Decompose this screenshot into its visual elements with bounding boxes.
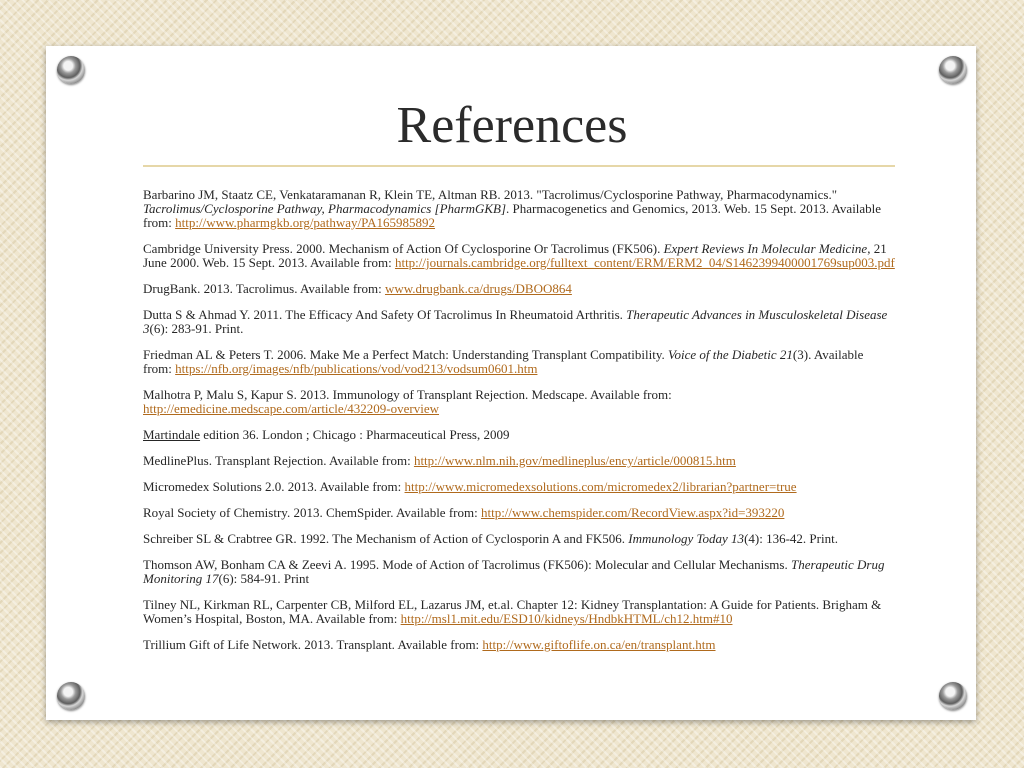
reference-text: Thomson AW, Bonham CA & Zeevi A. 1995. Mode of Action of Tacrolimus (FK506): Molecular and Cellular Mechanisms. [143,557,791,572]
reference-link[interactable]: www.drugbank.ca/drugs/DBOO864 [384,281,572,296]
reference-text: Barbarino JM, Staatz CE, Venkataramanan R, Klein TE, Altman RB. 2013. "Tacrolimus/Cyclosporine Pathway, Pharmacodynamics." [143,187,838,202]
reference-title: Tacrolimus/Cyclosporine Pathway, Pharmacodynamics [PharmGKB] [143,201,507,216]
reference-link[interactable]: http://www.micromedexsolutions.com/micromedex2/librarian?partner=true [404,479,797,494]
reference-title: Therapeutic Drug Monitoring 17 [143,557,885,586]
reference-link[interactable]: http://www.nlm.nih.gov/medlineplus/ency/article/000815.htm [413,453,736,468]
reference-item [143,242,895,270]
reference-list [143,188,895,664]
reference-item [143,558,895,586]
reference-text: (4): 136-42. Print. [744,531,838,546]
reference-title: Immunology Today 13 [628,531,745,546]
screw-icon [57,56,85,84]
reference-text: . Pharmacogenetics and Genomics, 2013. Web. 15 Sept. 2013. Available from: [143,201,882,230]
reference-item [143,428,895,442]
reference-link[interactable]: http://emedicine.medscape.com/article/432209-overview [143,401,440,416]
reference-text: edition 36. London ; Chicago : Pharmaceutical Press, 2009 [200,427,510,442]
reference-text: (6): 584-91. Print [218,571,310,586]
reference-title: Expert Reviews In Molecular Medicine [663,241,868,256]
reference-link[interactable]: http://www.pharmgkb.org/pathway/PA165985892 [175,215,436,230]
reference-item [143,348,895,376]
reference-text: DrugBank. 2013. Tacrolimus. Available from: [143,281,385,296]
reference-link[interactable]: http://journals.cambridge.org/fulltext_content/ERM/ERM2_04/S1462399400001769sup003.pdf [394,255,895,270]
reference-item [143,188,895,230]
reference-item [143,506,895,520]
reference-title: Voice of the Diabetic 21 [667,347,793,362]
reference-text: Dutta S & Ahmad Y. 2011. The Efficacy And Safety Of Tacrolimus In Rheumatoid Arthritis. [143,307,627,322]
reference-item [143,282,895,296]
reference-item [143,598,895,626]
title-divider [143,165,895,167]
screw-icon [939,56,967,84]
screw-icon [57,682,85,710]
reference-item [143,454,895,468]
reference-item [143,638,895,652]
reference-text: Malhotra P, Malu S, Kapur S. 2013. Immunology of Transplant Rejection. Medscape. Available from: [143,387,672,402]
reference-link[interactable]: http://msl1.mit.edu/ESD10/kidneys/HndbkHTML/ch12.htm#10 [400,611,733,626]
reference-item [143,532,895,546]
reference-title: Martindale [143,427,201,442]
reference-item [143,480,895,494]
reference-item [143,388,895,416]
reference-text: Royal Society of Chemistry. 2013. ChemSpider. Available from: [143,505,481,520]
reference-text: , 21 June 2000. Web. 15 Sept. 2013. Available from: [143,241,887,270]
reference-text: (3). Available from: [143,347,864,376]
reference-text: Cambridge University Press. 2000. Mechanism of Action Of Cyclosporine Or Tacrolimus (FK506). [143,241,664,256]
reference-text: Micromedex Solutions 2.0. 2013. Available from: [143,479,405,494]
reference-link[interactable]: http://www.chemspider.com/RecordView.aspx?id=393220 [480,505,785,520]
reference-text: Friedman AL & Peters T. 2006. Make Me a Perfect Match: Understanding Transplant Compatibility. [143,347,668,362]
screw-icon [939,682,967,710]
reference-text: Trillium Gift of Life Network. 2013. Transplant. Available from: [143,637,483,652]
reference-item [143,308,895,336]
reference-text: (6): 283-91. Print. [149,321,244,336]
reference-title: Therapeutic Advances in Musculoskeletal Disease 3 [143,307,888,336]
reference-text: MedlinePlus. Transplant Rejection. Available from: [143,453,414,468]
reference-text: Schreiber SL & Crabtree GR. 1992. The Mechanism of Action of Cyclosporin A and FK506. [143,531,629,546]
slide-title: References [396,97,628,154]
reference-text: Tilney NL, Kirkman RL, Carpenter CB, Milford EL, Lazarus JM, et.al. Chapter 12: Kidney Transplantation: A Guide for Patients. Brigham & Women’s Hospital, Boston, MA. Available from: [143,597,882,626]
reference-link[interactable]: https://nfb.org/images/nfb/publications/vod/vod213/vodsum0601.htm [175,361,538,376]
reference-link[interactable]: http://www.giftoflife.on.ca/en/transplant.htm [482,637,716,652]
